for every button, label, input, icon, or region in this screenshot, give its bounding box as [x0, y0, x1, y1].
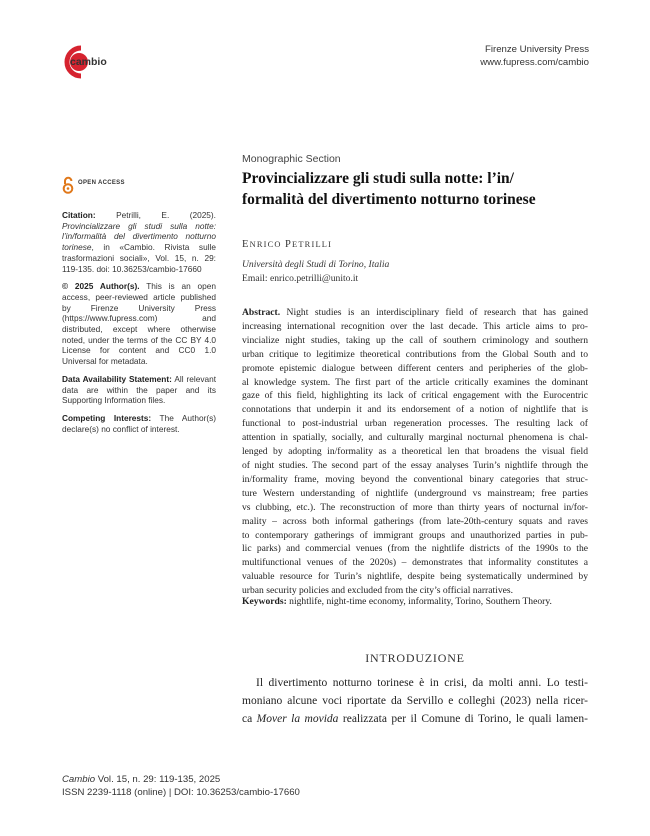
abstract-line: of night studies. The second part of the essay analyses Turin’s nightlife through the [242, 459, 588, 471]
intro-text: realizzata per il Comune di Torino, le quali lamen- [338, 713, 588, 725]
abstract-label: Abstract. [242, 307, 281, 318]
open-access-badge [62, 176, 182, 196]
sidebar-metadata [62, 210, 216, 441]
abstract [242, 306, 588, 598]
article-title-line-2: formalità del divertimento notturno torinese [242, 191, 536, 208]
abstract-line: to contemporary gatherings of immigrant groups and unauthorized parties in pub- [242, 529, 588, 541]
author-rest-1: NRICO [249, 240, 285, 249]
data-availability-text: All relevant data are within the paper and its Supporting Information files. [62, 373, 216, 406]
abstract-line: functional to post-industrial urban regeneration processes. The resulting lack of [242, 418, 588, 430]
footer-issn: ISSN 2239-1118 (online) | DOI: 10.36253/cambio-17660 [62, 787, 300, 798]
competing-interests-text: The Author(s) declare(s) no conflict of interest. [62, 412, 217, 434]
logo-text: cambio [70, 56, 107, 68]
copyright-paragraph [62, 281, 216, 367]
abstract-line: connotations that underpin it and its endorsement of a notion of nightlife that is [242, 404, 588, 416]
abstract-line [242, 306, 588, 320]
abstract-line: multifunctional venues of the 2020s) – demonstrates that informality constitutes a [242, 557, 588, 569]
publisher-block [480, 44, 589, 69]
footer-journal-name: Cambio [62, 774, 96, 785]
article-title-line-1: Provincializzare gli studi sulla notte: l’in/ [242, 170, 514, 187]
article-title [242, 168, 572, 210]
author-rest-2: ETRILLI [292, 240, 333, 249]
publisher-url[interactable]: www.fupress.com/cambio [480, 56, 589, 68]
abstract-line: lenged by adopting in/formality as a theoretical len that broadens the visual field [242, 446, 588, 458]
section-label: Monographic Section [242, 153, 341, 165]
abstract-line: al knowledge system. The first part of the article critically examines the dominant [242, 376, 588, 388]
abstract-line: promote epistemic dialogue between different centers and peripheries of the glob- [242, 362, 588, 374]
intro-line: moniano alcune voci riportate da Servillo e colleghi (2023) nella ricer- [242, 695, 588, 707]
copyright-label: © 2025 Author(s). [62, 281, 140, 292]
introduction-text [242, 674, 588, 728]
abstract-line: in/formality frame, moving beyond the conventional binary categories that struc- [242, 473, 588, 485]
intro-line: Il divertimento notturno torinese è in crisi, da molti anni. Lo testi- [256, 677, 588, 689]
intro-italic-title: Mover la movida [256, 713, 339, 725]
keywords [242, 595, 588, 609]
intro-text: ca [242, 713, 257, 725]
author-initial-1: E [242, 239, 250, 250]
citation-title: Provincializzare gli studi sulla notte: l’in/formalità del divertimento notturno torinese [62, 220, 216, 253]
abstract-line: ture Western understanding of nightlife (underground vs mainstream; free parties [242, 487, 588, 499]
affiliation: Università degli Studi di Torino, Italia [242, 259, 390, 270]
keywords-label: Keywords: [242, 596, 287, 607]
citation-paragraph [62, 210, 216, 274]
abstract-line: gaze of this field, highlighting its lack of critical engagement with the Eurocentric [242, 390, 588, 402]
abstract-line: mality – across both informal gatherings (from late-20th-century squats and raves [242, 515, 588, 527]
abstract-line: vincialize night studies, taking up the call of southern criminology and southern [242, 334, 588, 346]
abstract-line: attention in spatially, socially, and culturally marginal nocturnal phenomena is chal- [242, 432, 588, 444]
page-footer [62, 773, 300, 799]
footer-journal-line [62, 773, 300, 786]
abstract-line: valuable resource for Turin’s nightlife, despite being systematically undermined by [242, 571, 588, 583]
footer-volume: Vol. 15, n. 29: 119-135, 2025 [95, 774, 221, 785]
data-availability-label: Data Availability Statement: [62, 373, 172, 384]
abstract-line: vs clubbing, etc.). The reconstruction of more than thirty years of nocturnal in/for- [242, 501, 588, 513]
abstract-line: increasing international recognition over the last decade. This article aims to pro- [242, 320, 588, 332]
abstract-line: lic parks) and commercial venues (from the nightlife districts of the 1990s to the [242, 543, 588, 555]
open-access-label: OPEN ACCESS [78, 180, 125, 186]
citation-label: Citation: [62, 210, 96, 220]
competing-interests-paragraph [62, 413, 216, 434]
section-heading-introduzione: INTRODUZIONE [365, 651, 465, 665]
citation-authors: Petrilli, E. (2025). [95, 210, 216, 220]
abstract-line: urban security policies and excluded from the city’s official narratives. [242, 585, 514, 597]
abstract-text: Night studies is an interdisciplinary field of research that has gained [280, 307, 588, 318]
competing-interests-label: Competing Interests: [62, 412, 152, 423]
abstract-line: urban critique to legitimize theoretical contributions from the Global South and to [242, 348, 588, 360]
data-availability-paragraph [62, 374, 216, 406]
open-access-icon [62, 176, 74, 194]
cambio-logo-icon [62, 44, 112, 80]
author-name [242, 239, 332, 250]
intro-line [242, 710, 588, 728]
cambio-logo [62, 44, 112, 80]
author-email[interactable]: Email: enrico.petrilli@unito.it [242, 273, 359, 284]
author-initial-2: P [284, 239, 293, 250]
citation-rest: , in «Cambio. Rivista sulle trasformazioni sociali», Vol. 15, n. 29: 119-135. doi: 10.36253/cambio-17660 [62, 242, 216, 274]
affiliation-block [242, 258, 389, 286]
keywords-text: nightlife, night-time economy, informality, Torino, Southern Theory. [286, 596, 552, 607]
publisher-name: Firenze University Press [485, 44, 589, 55]
copyright-text: This is an open access, peer-reviewed article published by Firenze University Press (https://www.fupress.com) and distributed, except where otherwise noted, under the terms of the CC BY 4.0 License for content and CC0 1.0 Universal for metadata. [62, 281, 216, 367]
